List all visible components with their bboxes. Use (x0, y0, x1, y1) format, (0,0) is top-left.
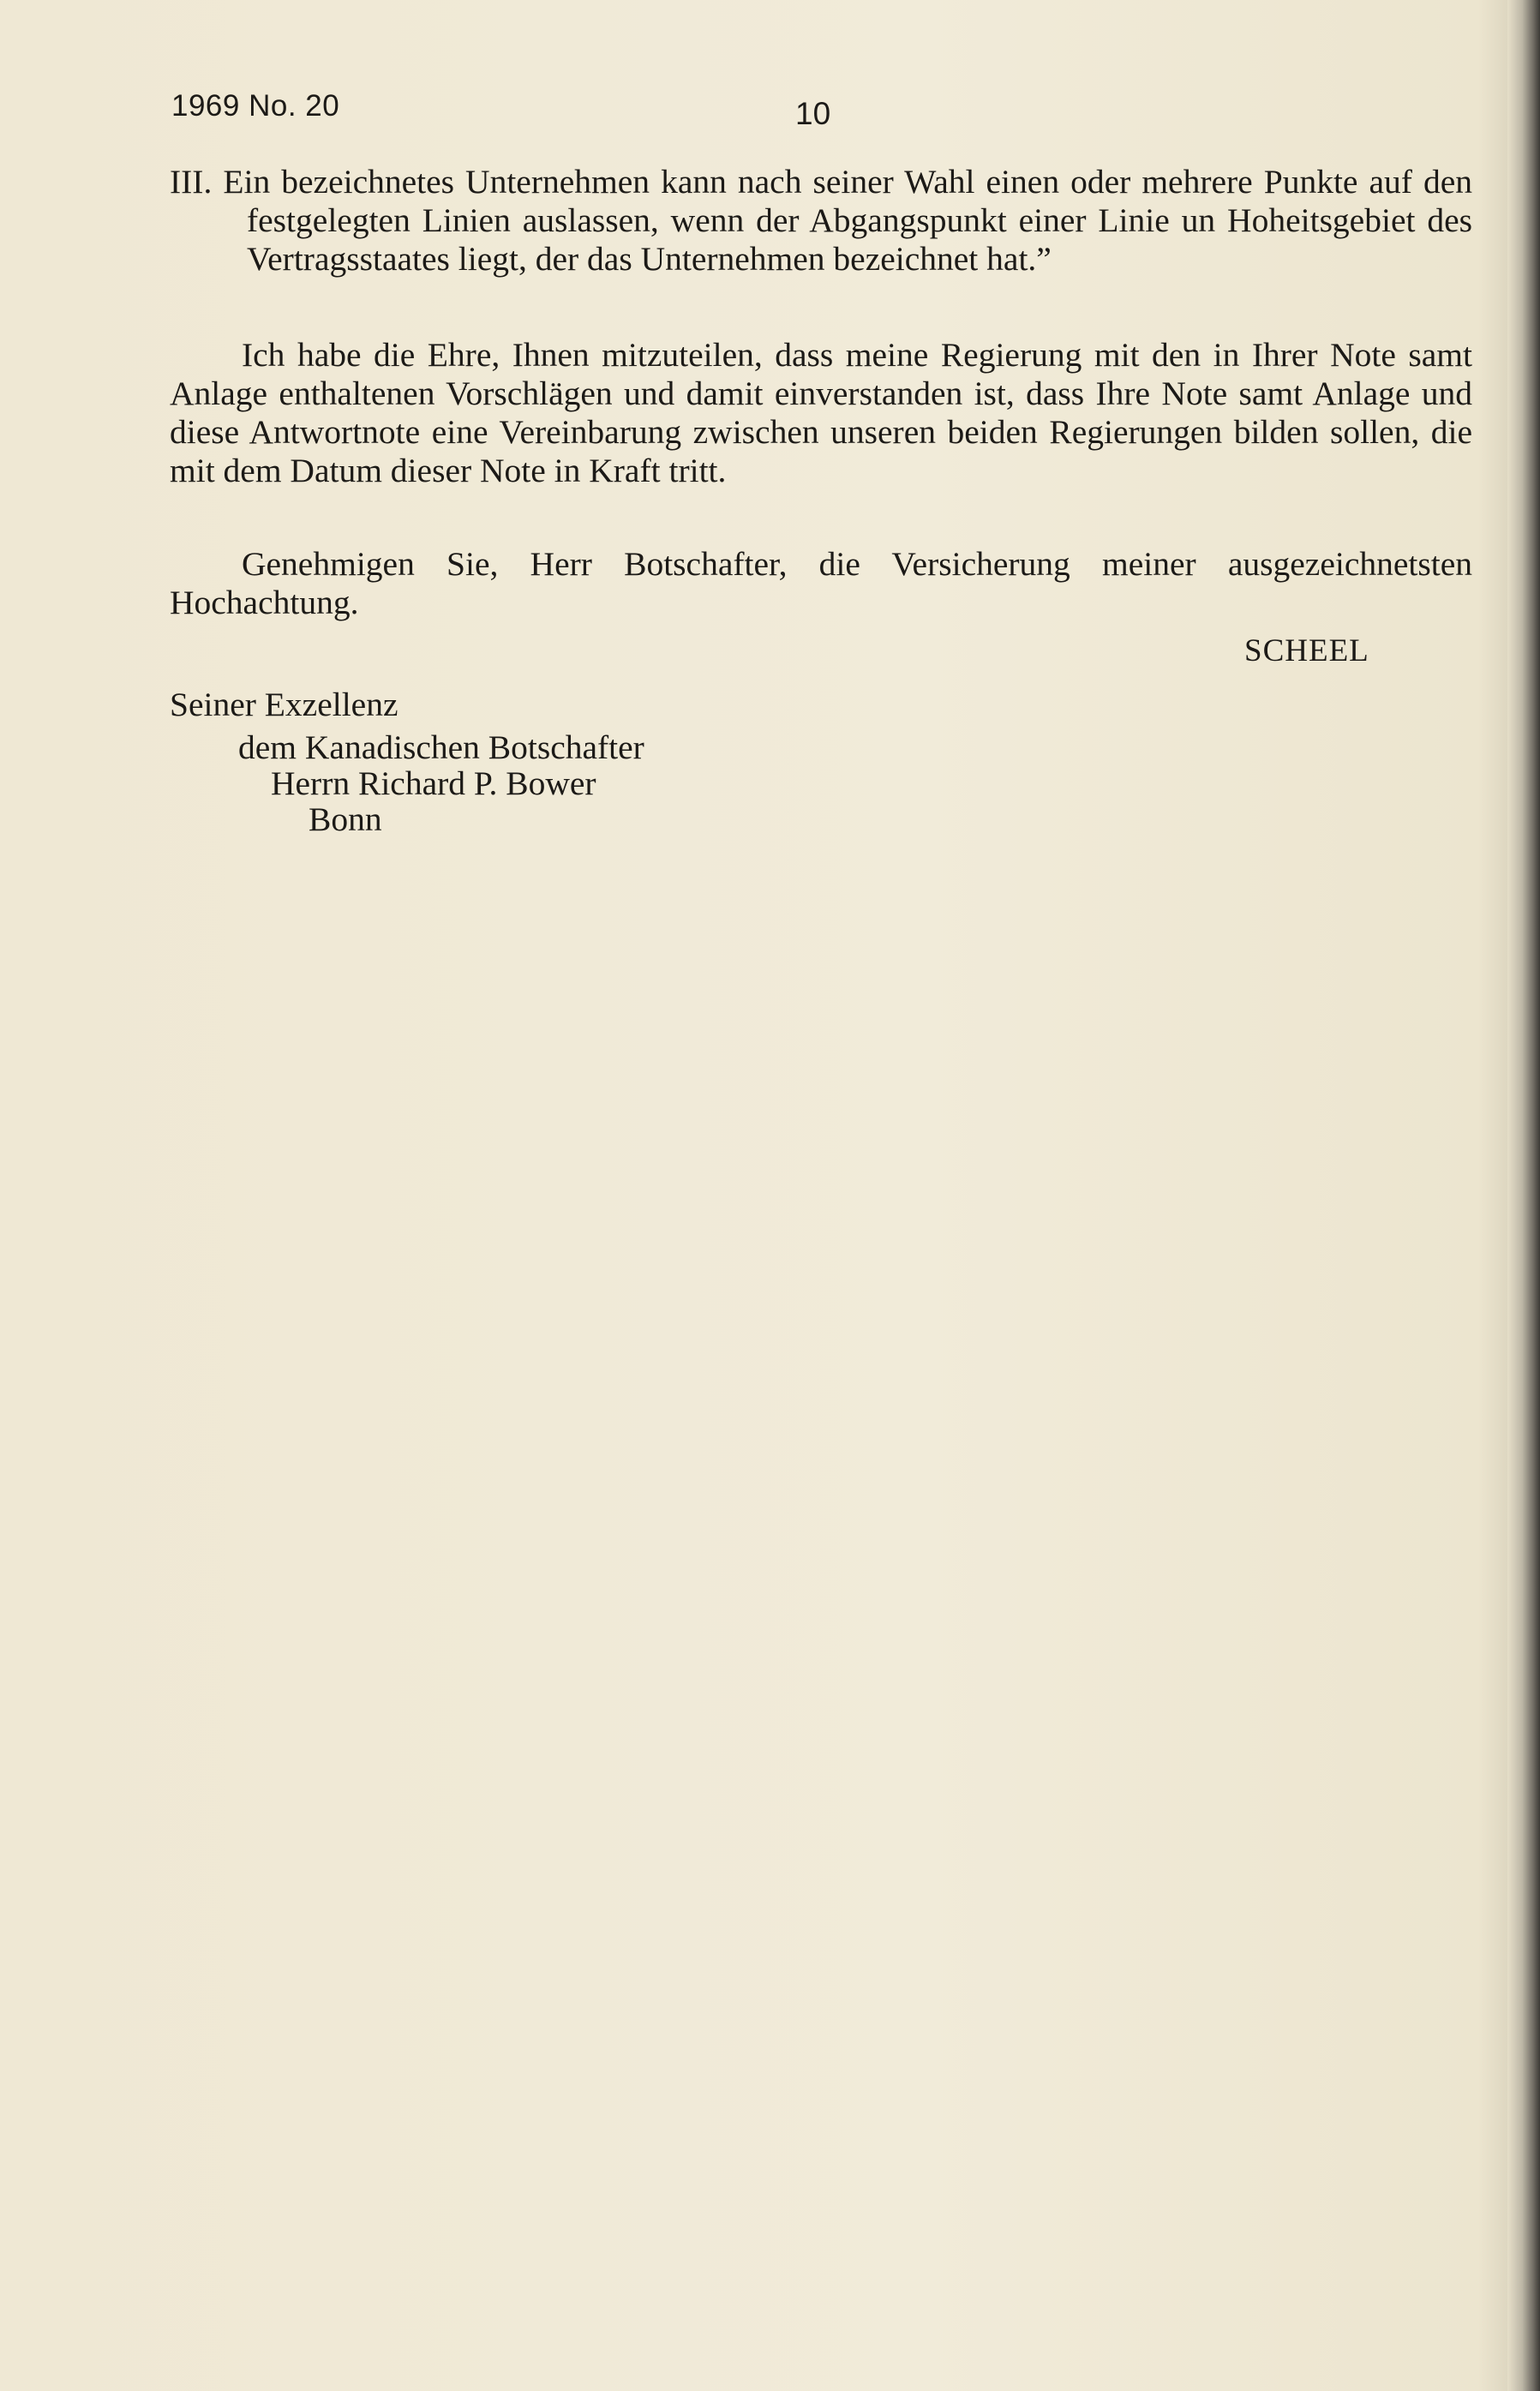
page-number: 10 (795, 96, 831, 131)
paragraph-section-iii: III. Ein bezeichnetes Unternehmen kann nach seiner Wahl einen oder mehrere Punkte auf den festgelegten Linien auslassen, wenn der Abgangspunkt einer Linie un Hoheitsgebiet des Vertragsstaates liegt, der das Unternehmen bezeichnet hat.” (170, 163, 1472, 278)
address-line-3: Herrn Richard P. Bower (271, 764, 596, 802)
signature-name: SCHEEL (1244, 633, 1369, 668)
address-line-4: Bonn (309, 800, 382, 838)
address-line-2: dem Kanadischen Botschafter (238, 728, 644, 766)
paragraph-closing: Genehmigen Sie, Herr Botschafter, die Versicherung meiner ausgezeichnetsten Hochachtung. (170, 545, 1472, 621)
binding-edge (1507, 0, 1540, 2391)
address-line-1: Seiner Exzellenz (170, 686, 398, 723)
gazette-year-number: 1969 No. 20 (171, 89, 340, 123)
paragraph-agreement: Ich habe die Ehre, Ihnen mitzuteilen, dass meine Regierung mit den in Ihrer Note samt Anlage enthaltenen Vorschlägen und damit einverstanden ist, dass Ihre Note samt Anlage und diese Antwortnote eine Vereinbarung zwischen unseren beiden Regierungen bilden sollen, die mit dem Datum dieser Note in Kraft tritt. (170, 336, 1472, 489)
